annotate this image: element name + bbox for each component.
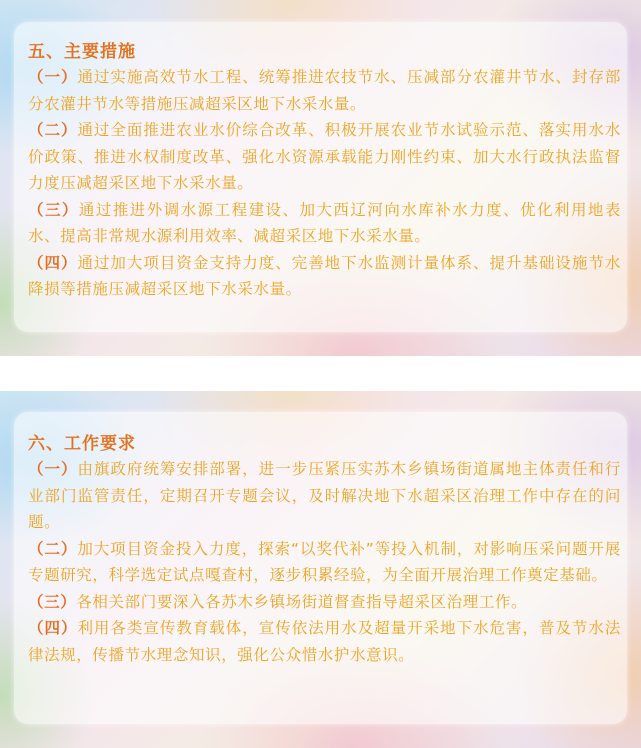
item-marker: （二） [28,121,78,139]
item-text: 通过全面推进农业水价综合改革、积极开展农业节水试验示范、落实用水水价政策、推进水权制度改革、强化水资源承载能力刚性约束、加大水行政执法监督力度压减超采区地下水采水量。 [28,121,621,192]
item-text: 通过推进外调水源工程建设、加大西辽河向水库补水力度、优化利用地表水、提高非常规水源利用效率、减超采区地下水采水量。 [28,200,621,245]
section-5-item-3 [28,197,621,250]
section-6-item-3 [28,589,621,616]
section-6-item-1 [28,456,621,536]
item-text: 通过实施高效节水工程、统筹推进农技节水、压减部分农灌井节水、封存部分农灌井节水等措施压减超采区地下水采水量。 [28,68,621,113]
item-marker: （二） [28,539,78,558]
section-6-title: 六、工作要求 [28,434,136,454]
item-text: 利用各类宣传教育载体，宣传依法用水及超量开采地下水危害，普及节水法律法规，传播节水理念知识，强化公众惜水护水意识。 [28,619,621,664]
item-marker: （一） [28,68,78,86]
section-5-content [28,40,621,303]
item-text: 各相关部门要深入各苏木乡镇场街道督查指导超采区治理工作。 [76,592,528,611]
section-5-item-4 [28,250,621,303]
section-6-panel [0,391,641,748]
item-marker: （一） [28,460,78,478]
item-marker: （四） [28,619,78,637]
section-6-item-2 [28,536,621,589]
section-5-item-2 [28,117,621,197]
item-text: 通过加大项目资金支持力度、完善地下水监测计量体系、提升基础设施节水降损等措施压减超采区地下水采水量。 [28,253,621,298]
section-6-content [28,432,621,668]
section-5-title: 五、主要措施 [28,42,136,62]
item-marker: （四） [28,253,78,272]
item-marker: （三） [28,592,77,611]
item-marker: （三） [28,200,79,219]
section-6-item-4 [28,615,621,668]
item-text: 加大项目资金投入力度，探索“以奖代补”等投入机制，对影响压采问题开展专题研究，科学选定试点嘎查村，逐步积累经验，为全面开展治理工作奠定基础。 [28,539,621,584]
section-5-item-1 [28,64,621,117]
section-5-panel [0,0,641,356]
item-text: 由旗政府统筹安排部署，进一步压紧压实苏木乡镇场街道属地主体责任和行业部门监管责任，定期召开专题会议，及时解决地下水超采区治理工作中存在的问题。 [28,460,621,531]
